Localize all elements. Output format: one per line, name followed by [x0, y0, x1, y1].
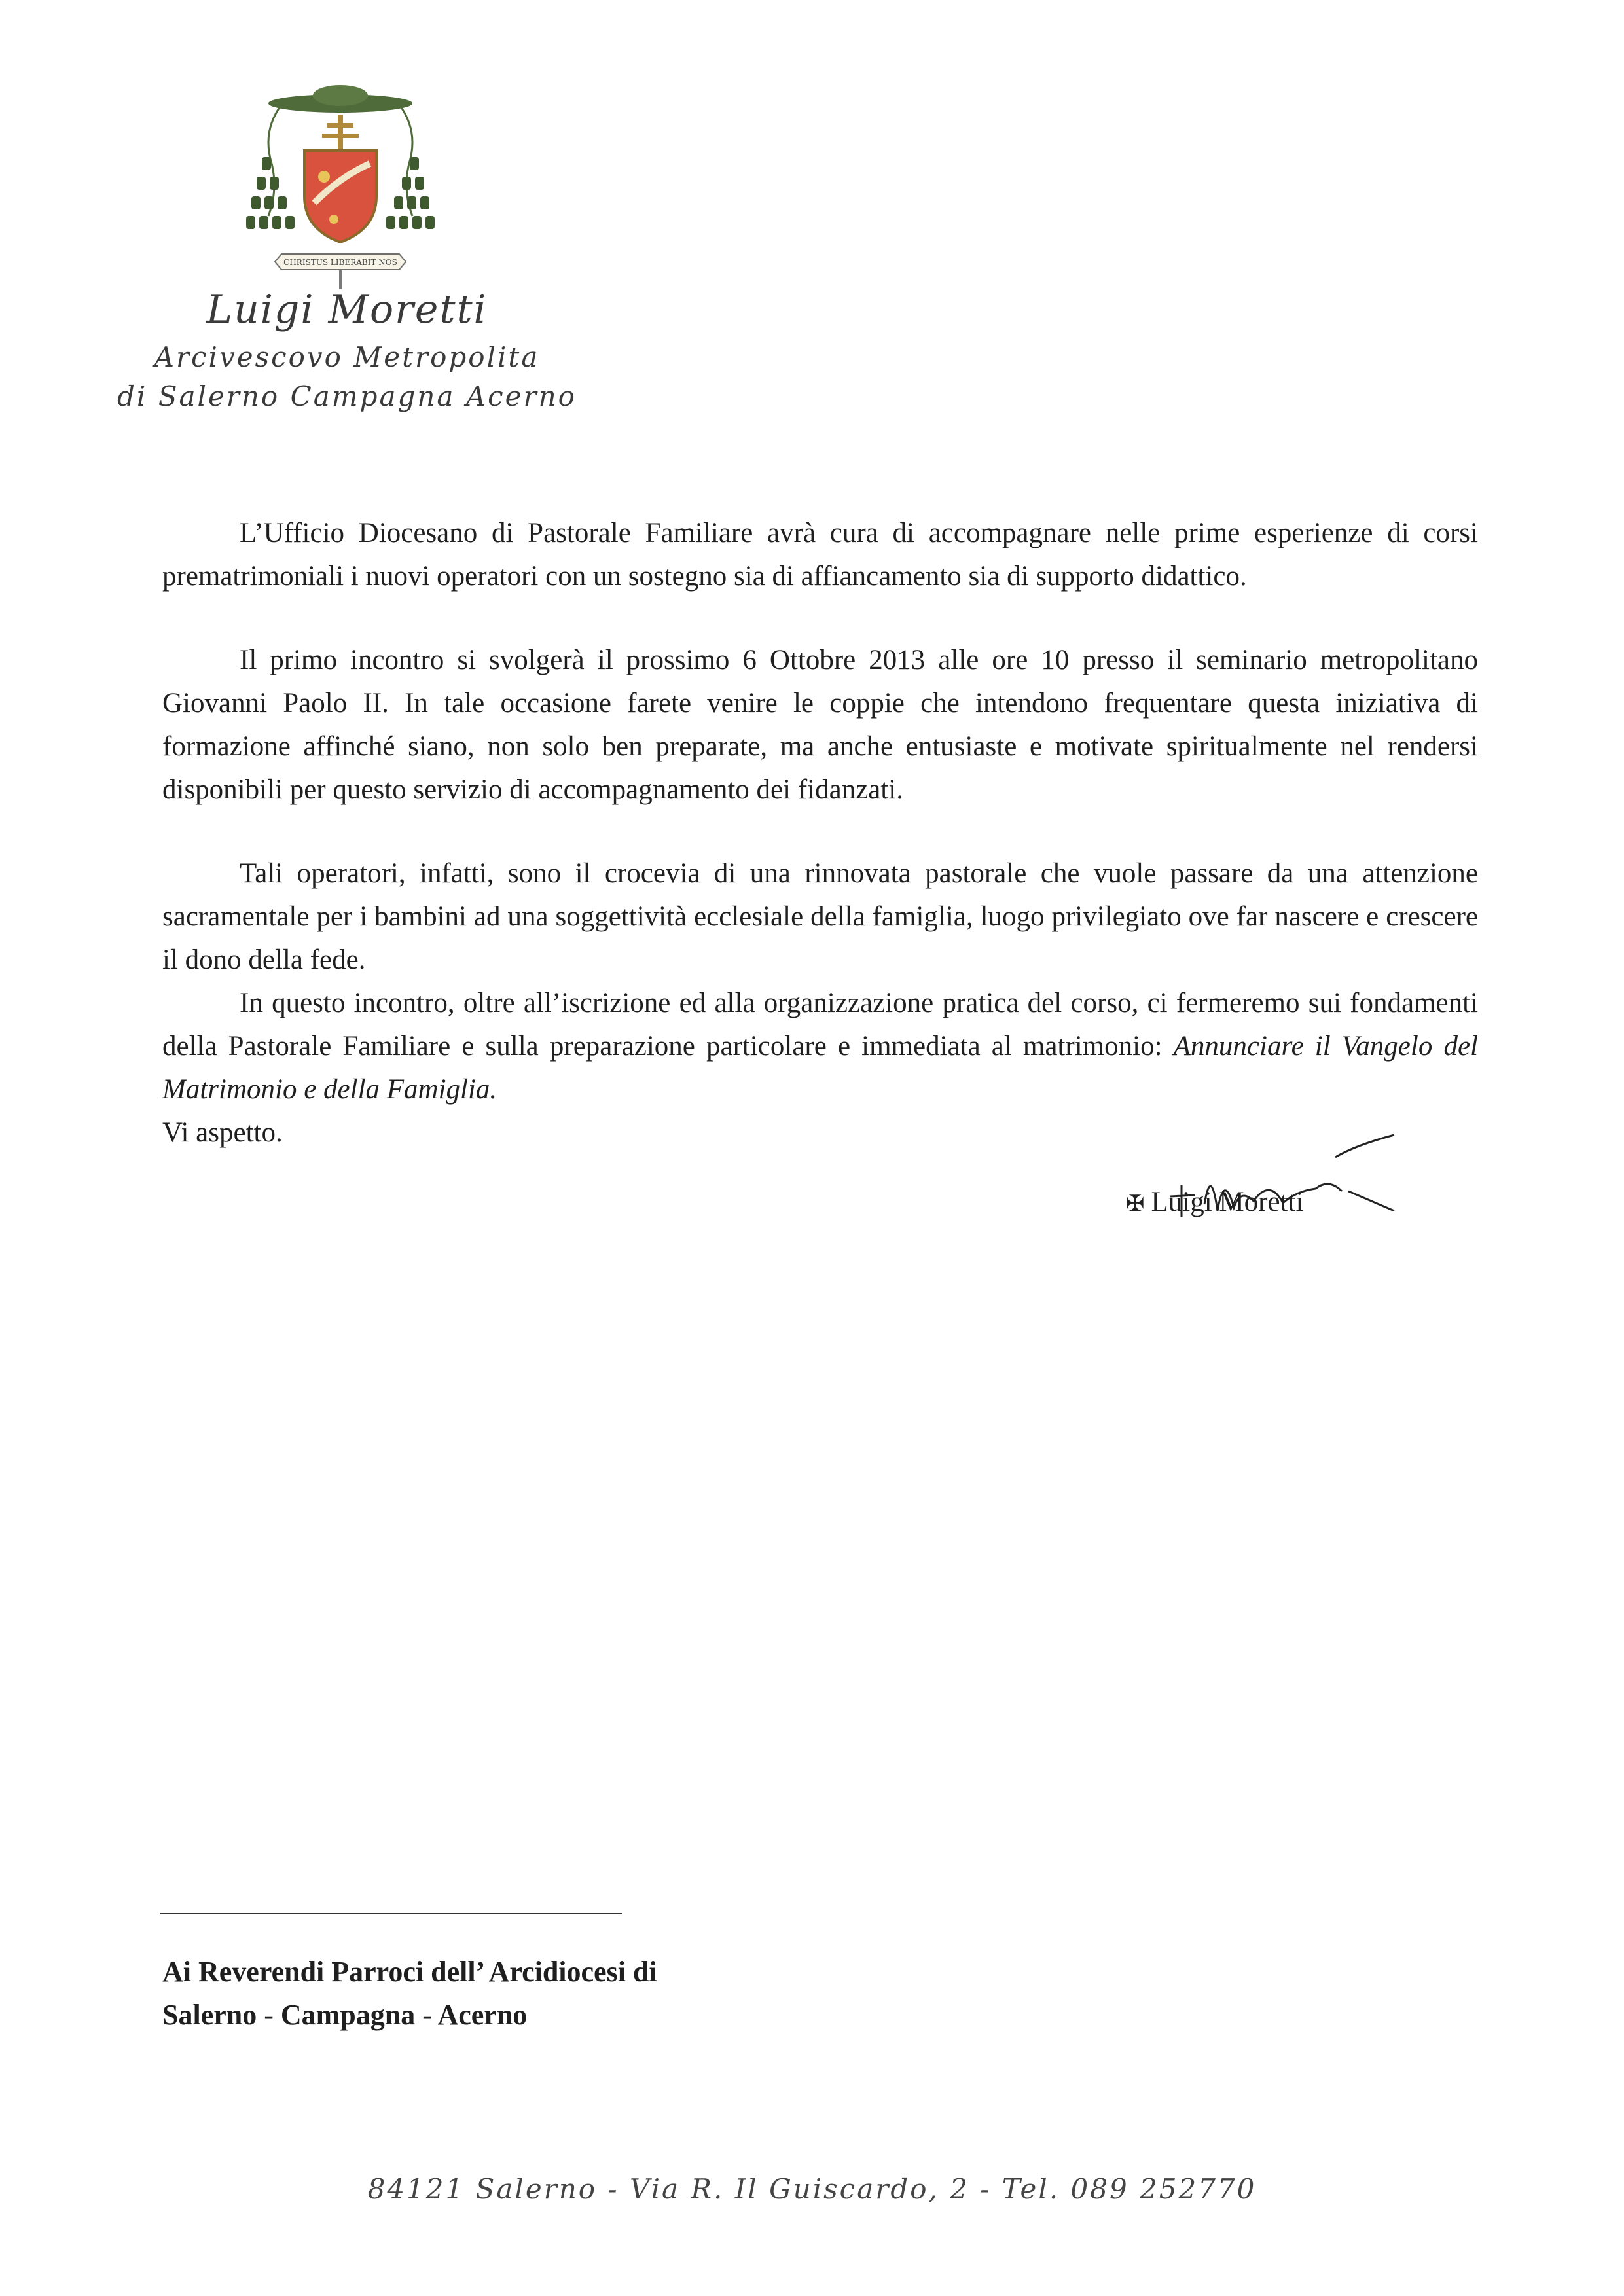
- letterhead-name: Luigi Moretti: [206, 287, 488, 332]
- letter-body: [162, 512, 1478, 1155]
- letterhead: [92, 281, 602, 416]
- letterhead-title-line2: di Salerno Campagna Acerno: [117, 380, 577, 412]
- recipients: [162, 1950, 817, 2037]
- signatory: [1126, 1186, 1303, 1218]
- recipients-line1: Ai Reverendi Parroci dell’ Arcidiocesi di: [162, 1956, 657, 1988]
- closing-line: Vi aspetto.: [162, 1117, 283, 1148]
- recipients-line2: Salerno - Campagna - Acerno: [162, 1999, 528, 2031]
- signatory-name: Luigi Moretti: [1151, 1187, 1304, 1217]
- coat-of-arms: [242, 79, 439, 295]
- coat-of-arms-graphic: [242, 79, 439, 295]
- paragraph-4-italic: Annunciare il Vangelo del Matrimonio e della Famiglia.: [162, 1031, 1478, 1105]
- letterhead-title-line1: Arcivescovo Metropolita: [154, 341, 540, 373]
- bishop-cross-icon: ✠: [1126, 1192, 1145, 1216]
- footer-address: 84121 Salerno - Via R. Il Guiscardo, 2 - Tel. 089 252770: [367, 2173, 1257, 2205]
- paragraph-3: Tali operatori, infatti, sono il crocevia di una rinnovata pastorale che vuole passare da una attenzione sacramentale per i bambini ad una soggettività ecclesiale della famiglia, luogo privilegiato ove far nascere e crescere il dono della fede.: [162, 858, 1478, 975]
- signature-block: [1119, 1126, 1420, 1237]
- paragraph-4: [162, 982, 1478, 1111]
- paragraph-1: L’Ufficio Diocesano di Pastorale Familiare avrà cura di accompagnare nelle prime esperienze di corsi prematrimoniali i nuovi operatori con un sostegno sia di affiancamento sia di supporto didattico.: [162, 518, 1478, 592]
- motto-text: CHRISTUS LIBERABIT NOS: [283, 258, 397, 267]
- paragraph-4-text: In questo incontro, oltre all’iscrizione ed alla organizzazione pratica del corso, ci fermeremo sui fondamenti della Pastorale Familiare e sulla preparazione particolare e immediata al matrimonio:: [162, 988, 1478, 1062]
- handwritten-signature: [1119, 1126, 1420, 1237]
- paragraph-2: Il primo incontro si svolgerà il prossimo 6 Ottobre 2013 alle ore 10 presso il seminario metropolitano Giovanni Paolo II. In tale occasione farete venire le coppie che intendono frequentare questa iniziativa di formazione affinché siano, non solo ben preparate, ma anche entusiaste e motivate spiritualmente nel rendersi disponibili per questo servizio di accompagnamento dei fidanzati.: [162, 645, 1478, 805]
- divider-line: [160, 1913, 622, 1914]
